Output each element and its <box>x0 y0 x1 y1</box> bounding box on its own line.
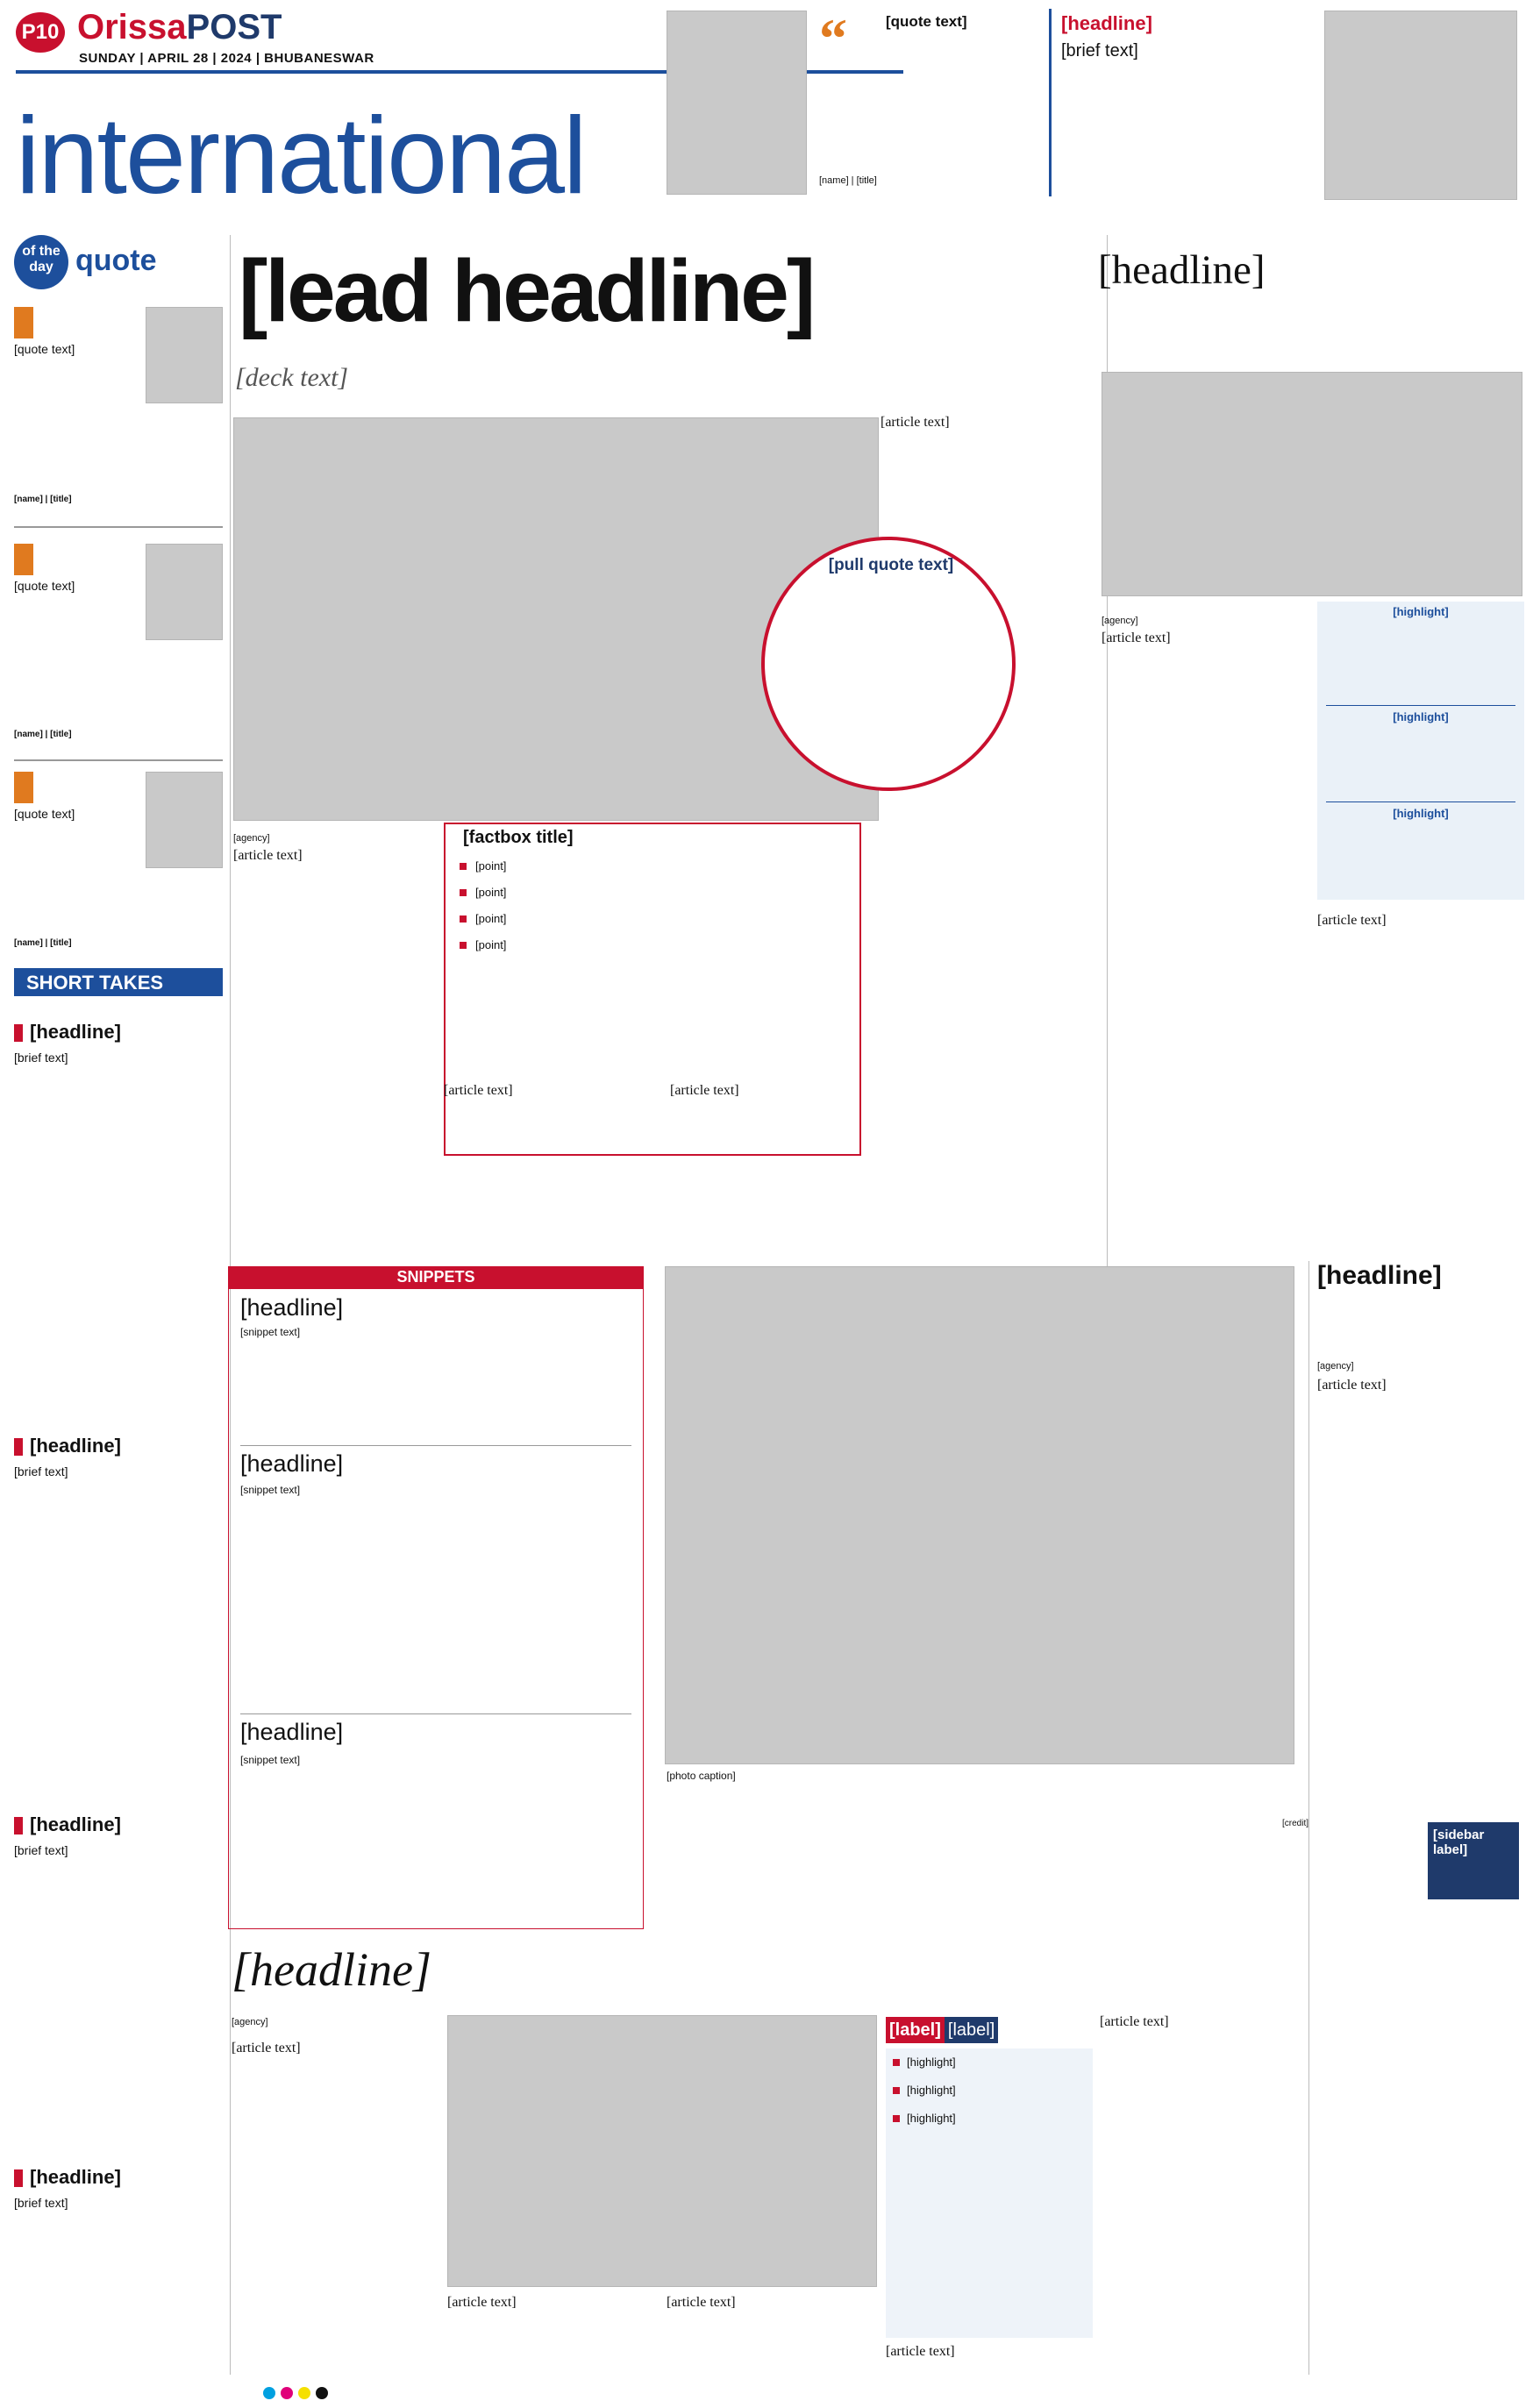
dateline: SUNDAY | APRIL 28 | 2024 | BHUBANESWAR <box>79 51 374 66</box>
second-photo <box>1102 372 1522 596</box>
climate-body-col3: [article text] <box>667 2295 736 2310</box>
quote-text: [quote text] <box>14 807 75 821</box>
quote-card-2 <box>14 544 223 752</box>
quote-attribution: [name] | [title] <box>14 938 72 948</box>
quote-attribution: [name] | [title] <box>14 495 72 504</box>
bullet-marker <box>14 1817 23 1834</box>
quote-card-1 <box>14 307 223 516</box>
climate-highlights-header <box>886 2017 1093 2043</box>
second-credit: [agency] <box>1102 616 1138 626</box>
quote-attribution: [name] | [title] <box>14 730 72 739</box>
magenta-dot-icon <box>281 2387 293 2399</box>
quote-of-day-badge <box>14 235 68 289</box>
protest-photo <box>665 1266 1294 1764</box>
label-of: of the <box>22 244 61 259</box>
short-take-headline: [headline] <box>30 1435 121 1457</box>
snippet-body: [snippet text] <box>240 1754 301 1766</box>
lead-deck: [deck text] <box>235 363 349 392</box>
column-rule <box>1308 1261 1309 2375</box>
snippet-body: [snippet text] <box>240 1326 301 1338</box>
quote-mark-icon <box>14 544 33 575</box>
quote-text: [quote text] <box>14 579 75 593</box>
lead-body-col3: [article text] <box>670 1083 739 1098</box>
bullet-marker <box>460 863 467 870</box>
highlight-3: [highlight] <box>1393 807 1449 820</box>
divider <box>1326 801 1515 802</box>
header-brief-rule <box>1049 9 1052 196</box>
short-take-body: [brief text] <box>14 1843 68 1857</box>
quote-photo <box>146 544 223 640</box>
photo-credit: [credit] <box>1282 1819 1309 1828</box>
short-take-4 <box>14 2166 223 2368</box>
short-take-body: [brief text] <box>14 1464 68 1478</box>
short-takes-label: SHORT TAKES <box>26 972 164 994</box>
header-brief-headline: [headline] <box>1061 12 1152 34</box>
bullet-marker <box>460 942 467 949</box>
brand-prefix: Orissa <box>77 8 187 46</box>
climate-photo <box>447 2015 877 2287</box>
highlights-label-a: [label] <box>886 2017 945 2043</box>
brand-suffix: POST <box>186 8 282 46</box>
highlight-item: [highlight] <box>893 2112 1086 2126</box>
factbox-item: [point] <box>460 886 845 900</box>
divider <box>1326 705 1515 706</box>
third-headline: [headline] <box>1317 1261 1442 1290</box>
quote-card-3 <box>14 772 223 965</box>
divider <box>240 1445 631 1446</box>
snippet-headline: [headline] <box>240 1719 344 1745</box>
quote-photo <box>146 307 223 403</box>
bullet-marker <box>14 1024 23 1042</box>
climate-body-col5: [article text] <box>1100 2014 1169 2029</box>
brand-logo <box>77 7 282 47</box>
quote-mark-icon <box>14 772 33 803</box>
quote-text: [quote text] <box>14 342 75 356</box>
quote-mark-icon: “ <box>819 7 847 69</box>
short-takes-bar <box>14 968 223 996</box>
snippet-headline: [headline] <box>240 1450 344 1477</box>
registration-marks <box>263 2387 333 2399</box>
lead-body-col2: [article text] <box>444 1083 513 1098</box>
highlights-label-b: [label] <box>945 2017 998 2043</box>
lead-headline: [lead headline] <box>239 242 814 340</box>
climate-body-col4: [article text] <box>886 2344 955 2359</box>
highlight-item: [highlight] <box>893 2055 1086 2070</box>
short-take-headline: [headline] <box>30 1813 121 1835</box>
header-quote-text: [quote text] <box>886 13 967 30</box>
snippets-label: SNIPPETS <box>396 1268 475 1286</box>
short-take-headline: [headline] <box>30 2166 121 2188</box>
snippet-body: [snippet text] <box>240 1484 301 1496</box>
bullet-marker <box>893 2087 900 2094</box>
bullet-marker <box>460 889 467 896</box>
lead-body-col4: [article text] <box>881 415 950 430</box>
yellow-dot-icon <box>298 2387 310 2399</box>
third-credit: [agency] <box>1317 1361 1354 1371</box>
divider <box>240 1713 631 1714</box>
divider <box>14 526 223 528</box>
second-body-col2: [article text] <box>1317 913 1387 928</box>
factbox-title: [factbox title] <box>463 828 574 847</box>
snippets-bar <box>228 1266 644 1289</box>
highlight-2: [highlight] <box>1393 710 1449 723</box>
bullet-marker <box>14 1438 23 1456</box>
highlight-1: [highlight] <box>1393 605 1449 618</box>
short-take-1 <box>14 1021 223 1424</box>
factbox-item: [point] <box>460 938 845 952</box>
header-quote-photo <box>667 11 807 195</box>
quote-photo <box>146 772 223 868</box>
factbox-item: [point] <box>460 912 845 926</box>
photo-caption: [photo caption] <box>667 1770 736 1782</box>
short-take-body: [brief text] <box>14 1051 68 1065</box>
header-brief-body: [brief text] <box>1061 41 1138 61</box>
header-quote-attribution: [name] | [title] <box>819 175 877 186</box>
second-highlights <box>1317 602 1524 900</box>
bullet-marker <box>893 2115 900 2122</box>
quote-of-day-label <box>14 235 223 291</box>
short-take-headline: [headline] <box>30 1021 121 1043</box>
divider <box>14 759 223 761</box>
short-take-3 <box>14 1813 223 2155</box>
second-body: [article text] <box>1102 630 1171 645</box>
lead-body: [article text] <box>233 848 303 863</box>
third-sidebar: [sidebar label] <box>1428 1822 1519 1899</box>
climate-highlights <box>886 2048 1093 2338</box>
bullet-marker <box>893 2059 900 2066</box>
lead-credit: [agency] <box>233 833 270 844</box>
bullet-marker <box>14 2169 23 2187</box>
climate-headline: [headline] <box>232 1943 431 1996</box>
snippet-headline: [headline] <box>240 1294 344 1321</box>
header-brief-photo <box>1324 11 1517 200</box>
second-headline: [headline] <box>1098 247 1266 293</box>
factbox-list <box>460 859 845 952</box>
short-take-body: [brief text] <box>14 2196 68 2210</box>
black-dot-icon <box>316 2387 328 2399</box>
label-quote: quote <box>75 244 157 277</box>
climate-body-col2: [article text] <box>447 2295 517 2310</box>
quote-mark-icon <box>14 307 33 338</box>
pull-quote-text: [pull quote text] <box>828 556 954 574</box>
section-title: international <box>16 96 586 217</box>
third-body: [article text] <box>1317 1378 1387 1393</box>
bullet-marker <box>460 915 467 923</box>
page-number: P10 <box>21 20 60 44</box>
page-number-badge <box>16 12 65 53</box>
climate-credit: [agency] <box>232 2017 268 2027</box>
short-take-2 <box>14 1435 223 1803</box>
label-day: day <box>29 260 53 274</box>
cyan-dot-icon <box>263 2387 275 2399</box>
climate-body: [article text] <box>232 2041 301 2055</box>
highlight-item: [highlight] <box>893 2084 1086 2098</box>
factbox-item: [point] <box>460 859 845 873</box>
